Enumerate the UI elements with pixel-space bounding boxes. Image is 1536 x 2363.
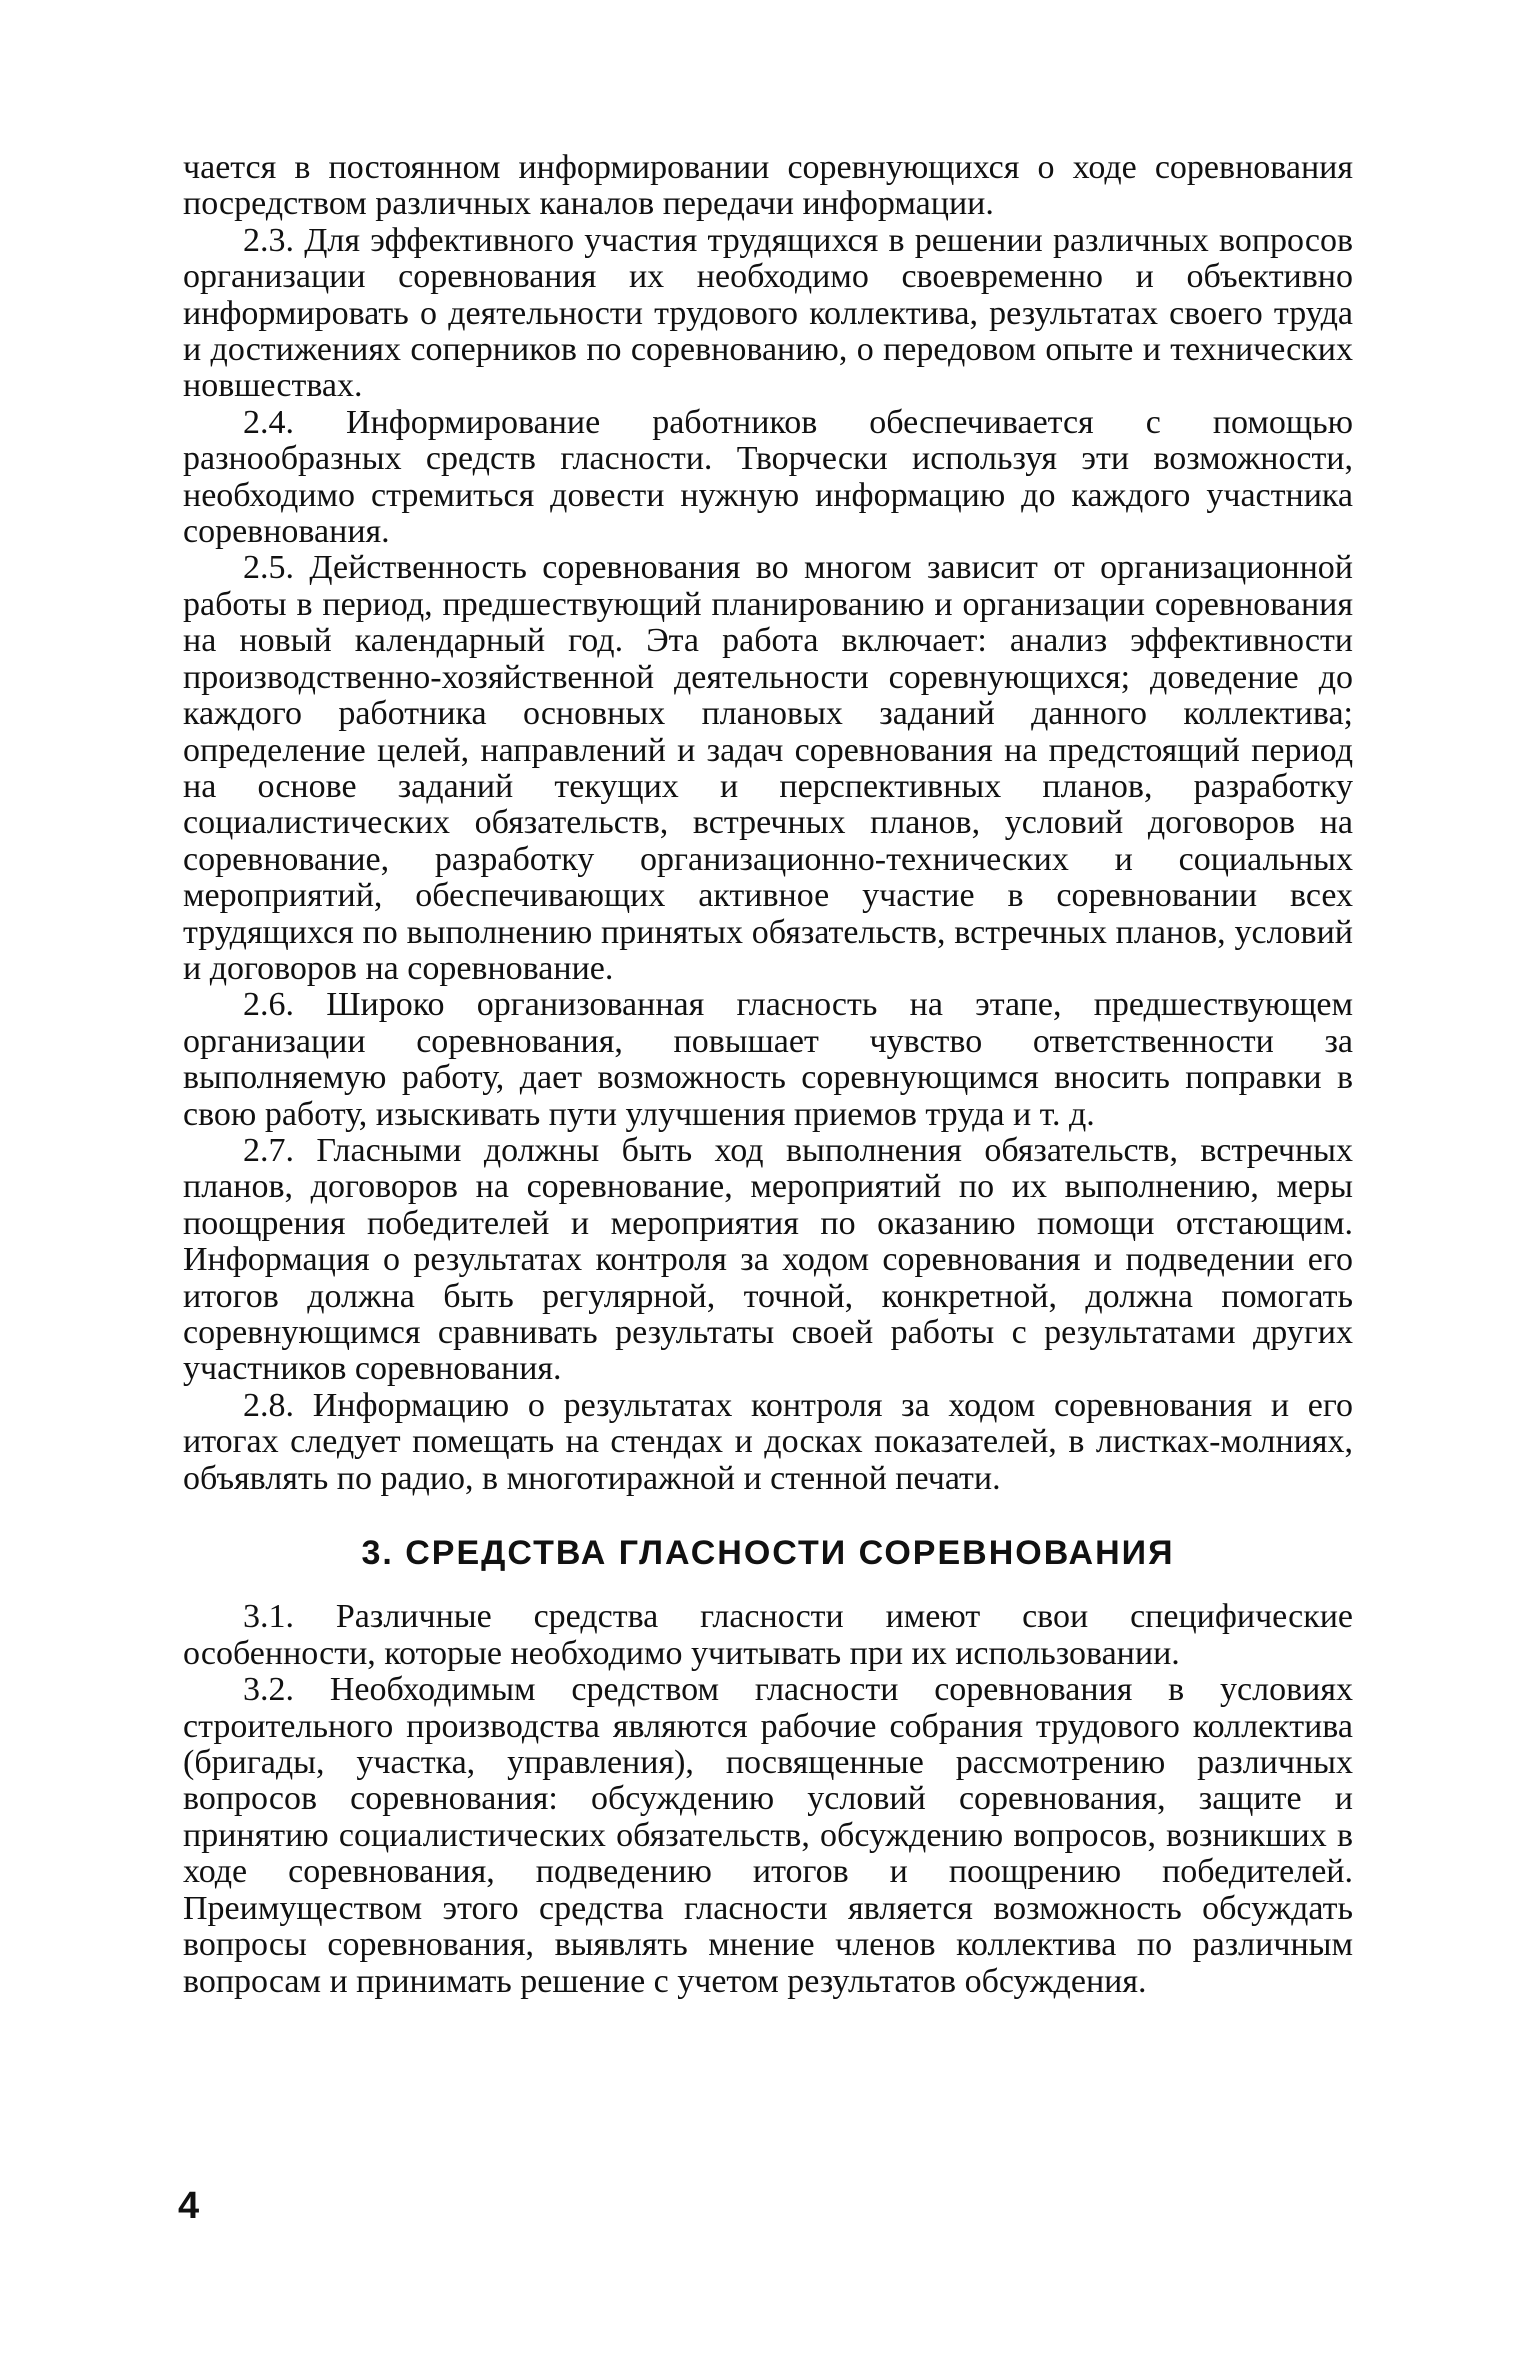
paragraph-2-7 bbox=[183, 1133, 1353, 1388]
paragraph-text: Гласными должны быть ход выполнения обязательств, встречных планов, договоров на соревнование, мероприятий по их выполнению, меры поощрения победителей и мероприятия по оказанию помощи отстающим. Информация о результатах контроля за ходом соревнования и подведении его итогов должна быть регулярной, точной, конкретной, должна помогать соревнующимся сравнивать результаты своей работы с результатами других участников соревнования. bbox=[183, 1131, 1354, 1388]
paragraph-text: Информирование работников обеспечивается с помощью разнообразных средств гласности. Творчески используя эти возможности, необходимо стремиться довести нужную информацию до каждого участника соревнования. bbox=[183, 403, 1353, 551]
paragraph-3-1 bbox=[183, 1599, 1353, 1672]
paragraph-2-4 bbox=[183, 405, 1353, 551]
page-number: 4 bbox=[178, 2185, 200, 2227]
page-body bbox=[183, 150, 1353, 2000]
paragraph-number: 2.5. bbox=[243, 549, 294, 587]
paragraph-number: 2.4. bbox=[243, 403, 294, 441]
paragraph-2-6 bbox=[183, 987, 1353, 1133]
paragraph-number: 2.6. bbox=[243, 986, 294, 1024]
paragraph-text: чается в постоянном информировании соревнующихся о ходе соревнования посредством различных каналов передачи информации. bbox=[183, 149, 1353, 223]
paragraph-2-8 bbox=[183, 1388, 1353, 1497]
paragraph-2-2-continuation bbox=[183, 150, 1353, 223]
paragraph-number: 2.7. bbox=[243, 1131, 294, 1169]
paragraph-text: Широко организованная гласность на этапе, предшествующем организации соревнования, повышает чувство ответственности за выполняемую работу, дает возможность соревнующимся вносить поправки в свою работу, изыскивать пути улучшения приемов труда и т. д. bbox=[183, 986, 1353, 1133]
paragraph-text: Необходимым средством гласности соревнования в условиях строительного производства являются рабочие собрания трудового коллектива (бригады, участка, управления), посвященные рассмотрению различных вопросов соревнования: обсуждению условий соревнования, защите и принятию социалистических обязательств, обсуждению вопросов, возникших в ходе соревнования, подведению итогов и поощрению победителей. Преимуществом этого средства гласности является возможность обсуждать вопросы соревнования, выявлять мнение членов коллектива по различным вопросам и принимать решение с учетом результатов обсуждения. bbox=[183, 1671, 1353, 2000]
paragraph-number: 3.2. bbox=[243, 1671, 294, 1709]
paragraph-text: Действенность соревнования во многом зависит от организационной работы в период, предшествующий планированию и организации соревнования на новый календарный год. Эта работа включает: анализ эффективности производственно-хозяйственной деятельности соревнующихся; доведение до каждого работника основных плановых заданий данного коллектива; определение целей, направлений и задач соревнования на предстоящий период на основе заданий текущих и перспективных планов, разработку социалистических обязательств, встречных планов, условий договоров на соревнование, разработку организационно-технических и социальных мероприятий, обеспечивающих активное участие в соревновании всех трудящихся по выполнению принятых обязательств, встречных планов, условий и договоров на соревнование. bbox=[183, 549, 1353, 987]
paragraph-number: 3.1. bbox=[243, 1598, 294, 1636]
paragraph-text: Информацию о результатах контроля за ходом соревнования и его итогах следует помещать на стендах и досках показателей, в листках-молниях, объявлять по радио, в многотиражной и стенной печати. bbox=[183, 1386, 1353, 1497]
section-heading: 3. СРЕДСТВА ГЛАСНОСТИ СОРЕВНОВАНИЯ bbox=[361, 1534, 1175, 1573]
paragraph-text: Для эффективного участия трудящихся в решении различных вопросов организации соревнования их необходимо своевременно и объективно информировать о деятельности трудового коллектива, результатах своего труда и достижениях соперников по соревнованию, о передовом опыте и технических новшествах. bbox=[183, 221, 1354, 405]
paragraph-text: Различные средства гласности имеют свои специфические особенности, которые необходимо учитывать при их использовании. bbox=[183, 1598, 1354, 1672]
paragraph-number: 2.8. bbox=[243, 1386, 294, 1424]
paragraph-number: 2.3. bbox=[243, 221, 294, 259]
paragraph-3-2 bbox=[183, 1672, 1353, 2000]
paragraph-2-3 bbox=[183, 223, 1353, 405]
paragraph-2-5 bbox=[183, 550, 1353, 987]
